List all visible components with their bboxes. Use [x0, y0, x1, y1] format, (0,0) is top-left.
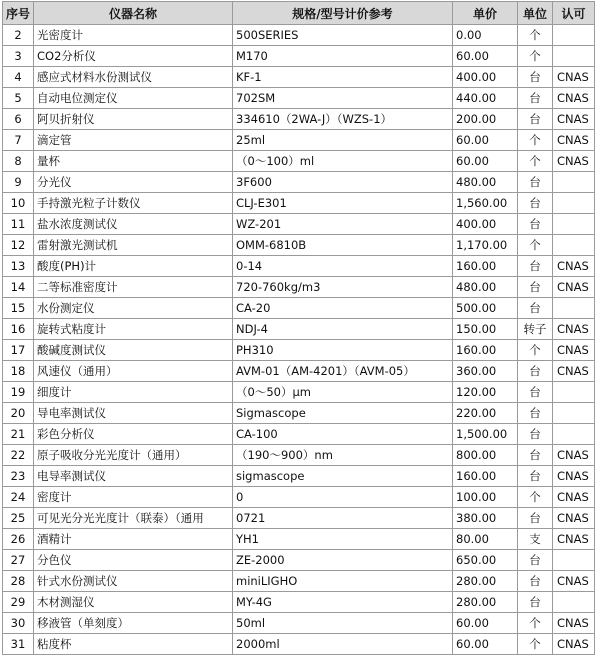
cell-unit-price: 480.00 — [453, 277, 518, 298]
cell-instrument-name: 彩色分析仪 — [34, 424, 233, 445]
table-row — [3, 277, 595, 298]
cell-instrument-name: 风速仪（通用） — [34, 361, 233, 382]
cell-instrument-name: 电导率测试仪 — [34, 466, 233, 487]
header-accreditation: 认可 — [553, 2, 595, 25]
cell-spec-model: MY-4G — [233, 592, 453, 613]
table-row — [3, 508, 595, 529]
cell-serial-number: 12 — [3, 235, 34, 256]
cell-serial-number: 3 — [3, 46, 34, 67]
cell-spec-model: 0721 — [233, 508, 453, 529]
cell-unit: 台 — [518, 256, 553, 277]
table-row — [3, 550, 595, 571]
cell-instrument-name: 水份测定仪 — [34, 298, 233, 319]
cell-unit-price: 60.00 — [453, 634, 518, 655]
header-serial-number: 序号 — [3, 2, 34, 25]
cell-spec-model: 0 — [233, 487, 453, 508]
cell-spec-model: CLJ-E301 — [233, 193, 453, 214]
cell-spec-model: 702SM — [233, 88, 453, 109]
cell-unit-price: 280.00 — [453, 592, 518, 613]
cell-unit: 台 — [518, 214, 553, 235]
cell-serial-number: 11 — [3, 214, 34, 235]
cell-spec-model: OMM-6810B — [233, 235, 453, 256]
cell-spec-model: 720-760kg/m3 — [233, 277, 453, 298]
cell-accreditation — [553, 25, 595, 46]
cell-accreditation — [553, 382, 595, 403]
cell-unit-price: 650.00 — [453, 550, 518, 571]
cell-unit: 个 — [518, 46, 553, 67]
cell-serial-number: 2 — [3, 25, 34, 46]
cell-accreditation — [553, 298, 595, 319]
cell-unit: 个 — [518, 25, 553, 46]
table-body — [3, 25, 595, 655]
cell-serial-number: 13 — [3, 256, 34, 277]
cell-unit: 台 — [518, 361, 553, 382]
cell-serial-number: 29 — [3, 592, 34, 613]
cell-spec-model: （190～900）nm — [233, 445, 453, 466]
cell-unit-price: 500.00 — [453, 298, 518, 319]
cell-spec-model: 0-14 — [233, 256, 453, 277]
cell-instrument-name: 移液管（单刻度） — [34, 613, 233, 634]
cell-unit-price: 400.00 — [453, 214, 518, 235]
cell-instrument-name: 手持激光粒子计数仪 — [34, 193, 233, 214]
cell-instrument-name: 阿贝折射仪 — [34, 109, 233, 130]
cell-serial-number: 18 — [3, 361, 34, 382]
cell-serial-number: 31 — [3, 634, 34, 655]
header-unit-price: 单价 — [453, 2, 518, 25]
cell-instrument-name: 细度计 — [34, 382, 233, 403]
cell-spec-model: sigmascope — [233, 466, 453, 487]
cell-serial-number: 22 — [3, 445, 34, 466]
cell-unit-price: 1,560.00 — [453, 193, 518, 214]
cell-unit-price: 150.00 — [453, 319, 518, 340]
cell-unit: 个 — [518, 151, 553, 172]
cell-spec-model: （0～50）μm — [233, 382, 453, 403]
header-unit: 单位 — [518, 2, 553, 25]
cell-unit: 台 — [518, 424, 553, 445]
cell-unit: 台 — [518, 403, 553, 424]
cell-serial-number: 4 — [3, 67, 34, 88]
table-row — [3, 592, 595, 613]
header-row — [3, 2, 595, 25]
cell-serial-number: 15 — [3, 298, 34, 319]
cell-accreditation: CNAS — [553, 319, 595, 340]
table-row — [3, 529, 595, 550]
table-row — [3, 88, 595, 109]
cell-unit-price: 120.00 — [453, 382, 518, 403]
table-row — [3, 25, 595, 46]
cell-accreditation: CNAS — [553, 109, 595, 130]
cell-spec-model: CA-100 — [233, 424, 453, 445]
cell-accreditation: CNAS — [553, 88, 595, 109]
cell-spec-model: KF-1 — [233, 67, 453, 88]
cell-spec-model: 50ml — [233, 613, 453, 634]
table-row — [3, 46, 595, 67]
cell-accreditation — [553, 214, 595, 235]
cell-unit: 台 — [518, 466, 553, 487]
table-row — [3, 193, 595, 214]
table-row — [3, 634, 595, 655]
cell-unit-price: 60.00 — [453, 46, 518, 67]
header-instrument-name: 仪器名称 — [34, 2, 233, 25]
cell-accreditation: CNAS — [553, 340, 595, 361]
cell-unit: 台 — [518, 67, 553, 88]
cell-unit: 台 — [518, 193, 553, 214]
table-row — [3, 298, 595, 319]
cell-instrument-name: 木材测湿仪 — [34, 592, 233, 613]
cell-accreditation: CNAS — [553, 445, 595, 466]
cell-spec-model: 334610（2WA-J）（WZS-1） — [233, 109, 453, 130]
table-row — [3, 613, 595, 634]
table-row — [3, 109, 595, 130]
cell-accreditation — [553, 46, 595, 67]
cell-serial-number: 14 — [3, 277, 34, 298]
cell-unit: 个 — [518, 235, 553, 256]
cell-serial-number: 28 — [3, 571, 34, 592]
cell-accreditation: CNAS — [553, 634, 595, 655]
cell-serial-number: 25 — [3, 508, 34, 529]
cell-unit: 个 — [518, 613, 553, 634]
cell-unit-price: 480.00 — [453, 172, 518, 193]
table-row — [3, 151, 595, 172]
table-row — [3, 403, 595, 424]
cell-accreditation: CNAS — [553, 256, 595, 277]
table-row — [3, 214, 595, 235]
cell-instrument-name: 原子吸收分光光度计（通用） — [34, 445, 233, 466]
cell-serial-number: 5 — [3, 88, 34, 109]
cell-serial-number: 17 — [3, 340, 34, 361]
cell-serial-number: 20 — [3, 403, 34, 424]
cell-spec-model: NDJ-4 — [233, 319, 453, 340]
cell-spec-model: Sigmascope — [233, 403, 453, 424]
cell-serial-number: 21 — [3, 424, 34, 445]
cell-unit-price: 80.00 — [453, 529, 518, 550]
cell-unit-price: 60.00 — [453, 130, 518, 151]
cell-instrument-name: 密度计 — [34, 487, 233, 508]
cell-unit: 台 — [518, 172, 553, 193]
cell-serial-number: 8 — [3, 151, 34, 172]
cell-instrument-name: 酸度(PH)计 — [34, 256, 233, 277]
cell-unit: 台 — [518, 88, 553, 109]
table-row — [3, 172, 595, 193]
cell-accreditation: CNAS — [553, 613, 595, 634]
cell-unit-price: 1,500.00 — [453, 424, 518, 445]
cell-spec-model: ZE-2000 — [233, 550, 453, 571]
cell-spec-model: AVM-01（AM-4201）（AVM-05） — [233, 361, 453, 382]
cell-unit-price: 1,170.00 — [453, 235, 518, 256]
cell-unit: 台 — [518, 550, 553, 571]
cell-unit: 个 — [518, 340, 553, 361]
cell-instrument-name: 自动电位测定仪 — [34, 88, 233, 109]
table-row — [3, 67, 595, 88]
cell-unit: 台 — [518, 298, 553, 319]
table-row — [3, 130, 595, 151]
cell-accreditation — [553, 235, 595, 256]
cell-serial-number: 19 — [3, 382, 34, 403]
cell-instrument-name: 分色仪 — [34, 550, 233, 571]
table-row — [3, 466, 595, 487]
table-row — [3, 256, 595, 277]
cell-instrument-name: 光密度计 — [34, 25, 233, 46]
cell-spec-model: YH1 — [233, 529, 453, 550]
cell-serial-number: 23 — [3, 466, 34, 487]
table-row — [3, 319, 595, 340]
cell-serial-number: 16 — [3, 319, 34, 340]
cell-accreditation — [553, 403, 595, 424]
cell-serial-number: 9 — [3, 172, 34, 193]
cell-unit-price: 400.00 — [453, 67, 518, 88]
cell-accreditation: CNAS — [553, 67, 595, 88]
cell-spec-model: 3F600 — [233, 172, 453, 193]
cell-unit: 台 — [518, 508, 553, 529]
cell-accreditation: CNAS — [553, 487, 595, 508]
table-row — [3, 340, 595, 361]
cell-accreditation: CNAS — [553, 277, 595, 298]
cell-spec-model: CA-20 — [233, 298, 453, 319]
cell-accreditation — [553, 172, 595, 193]
cell-spec-model: PH310 — [233, 340, 453, 361]
cell-serial-number: 10 — [3, 193, 34, 214]
cell-spec-model: （0～100）ml — [233, 151, 453, 172]
cell-instrument-name: 针式水份测试仪 — [34, 571, 233, 592]
cell-instrument-name: 盐水浓度测试仪 — [34, 214, 233, 235]
cell-unit: 支 — [518, 529, 553, 550]
table-row — [3, 487, 595, 508]
cell-accreditation: CNAS — [553, 130, 595, 151]
cell-unit-price: 440.00 — [453, 88, 518, 109]
cell-accreditation — [553, 550, 595, 571]
cell-accreditation — [553, 592, 595, 613]
cell-accreditation — [553, 424, 595, 445]
table-row — [3, 424, 595, 445]
cell-unit-price: 60.00 — [453, 151, 518, 172]
cell-unit-price: 0.00 — [453, 25, 518, 46]
table-row — [3, 571, 595, 592]
cell-instrument-name: 二等标准密度计 — [34, 277, 233, 298]
cell-instrument-name: CO2分析仪 — [34, 46, 233, 67]
cell-spec-model: WZ-201 — [233, 214, 453, 235]
cell-unit: 转子 — [518, 319, 553, 340]
cell-accreditation: CNAS — [553, 361, 595, 382]
cell-unit-price: 100.00 — [453, 487, 518, 508]
cell-accreditation: CNAS — [553, 151, 595, 172]
cell-serial-number: 30 — [3, 613, 34, 634]
cell-unit-price: 360.00 — [453, 361, 518, 382]
cell-unit-price: 160.00 — [453, 256, 518, 277]
cell-unit-price: 160.00 — [453, 340, 518, 361]
cell-instrument-name: 酒精计 — [34, 529, 233, 550]
cell-instrument-name: 粘度杯 — [34, 634, 233, 655]
cell-accreditation: CNAS — [553, 508, 595, 529]
cell-unit: 台 — [518, 571, 553, 592]
cell-instrument-name: 雷射激光测试机 — [34, 235, 233, 256]
cell-instrument-name: 酸碱度测试仪 — [34, 340, 233, 361]
cell-unit-price: 800.00 — [453, 445, 518, 466]
cell-instrument-name: 可见光分光光度计（联泰）（通用 — [34, 508, 233, 529]
cell-serial-number: 27 — [3, 550, 34, 571]
cell-unit: 台 — [518, 592, 553, 613]
cell-unit-price: 280.00 — [453, 571, 518, 592]
table-row — [3, 382, 595, 403]
cell-serial-number: 6 — [3, 109, 34, 130]
cell-accreditation: CNAS — [553, 466, 595, 487]
table-row — [3, 235, 595, 256]
cell-instrument-name: 旋转式粘度计 — [34, 319, 233, 340]
cell-accreditation — [553, 193, 595, 214]
cell-serial-number: 7 — [3, 130, 34, 151]
cell-instrument-name: 量杯 — [34, 151, 233, 172]
cell-unit-price: 160.00 — [453, 466, 518, 487]
cell-instrument-name: 导电率测试仪 — [34, 403, 233, 424]
cell-unit-price: 380.00 — [453, 508, 518, 529]
cell-accreditation: CNAS — [553, 571, 595, 592]
cell-unit: 台 — [518, 445, 553, 466]
cell-accreditation: CNAS — [553, 529, 595, 550]
table-row — [3, 445, 595, 466]
cell-unit: 个 — [518, 130, 553, 151]
cell-unit: 台 — [518, 109, 553, 130]
cell-spec-model: 2000ml — [233, 634, 453, 655]
header-spec-model: 规格/型号计价参考 — [233, 2, 453, 25]
cell-spec-model: 500SERIES — [233, 25, 453, 46]
cell-instrument-name: 感应式材料水份测试仪 — [34, 67, 233, 88]
cell-serial-number: 26 — [3, 529, 34, 550]
cell-unit: 个 — [518, 487, 553, 508]
cell-unit-price: 220.00 — [453, 403, 518, 424]
cell-spec-model: miniLIGHO — [233, 571, 453, 592]
cell-unit: 台 — [518, 277, 553, 298]
table-row — [3, 361, 595, 382]
cell-unit: 台 — [518, 382, 553, 403]
cell-instrument-name: 滴定管 — [34, 130, 233, 151]
cell-serial-number: 24 — [3, 487, 34, 508]
instrument-price-table — [2, 1, 595, 655]
cell-unit-price: 200.00 — [453, 109, 518, 130]
cell-unit: 个 — [518, 634, 553, 655]
cell-unit-price: 60.00 — [453, 613, 518, 634]
cell-spec-model: 25ml — [233, 130, 453, 151]
cell-instrument-name: 分光仪 — [34, 172, 233, 193]
cell-spec-model: M170 — [233, 46, 453, 67]
